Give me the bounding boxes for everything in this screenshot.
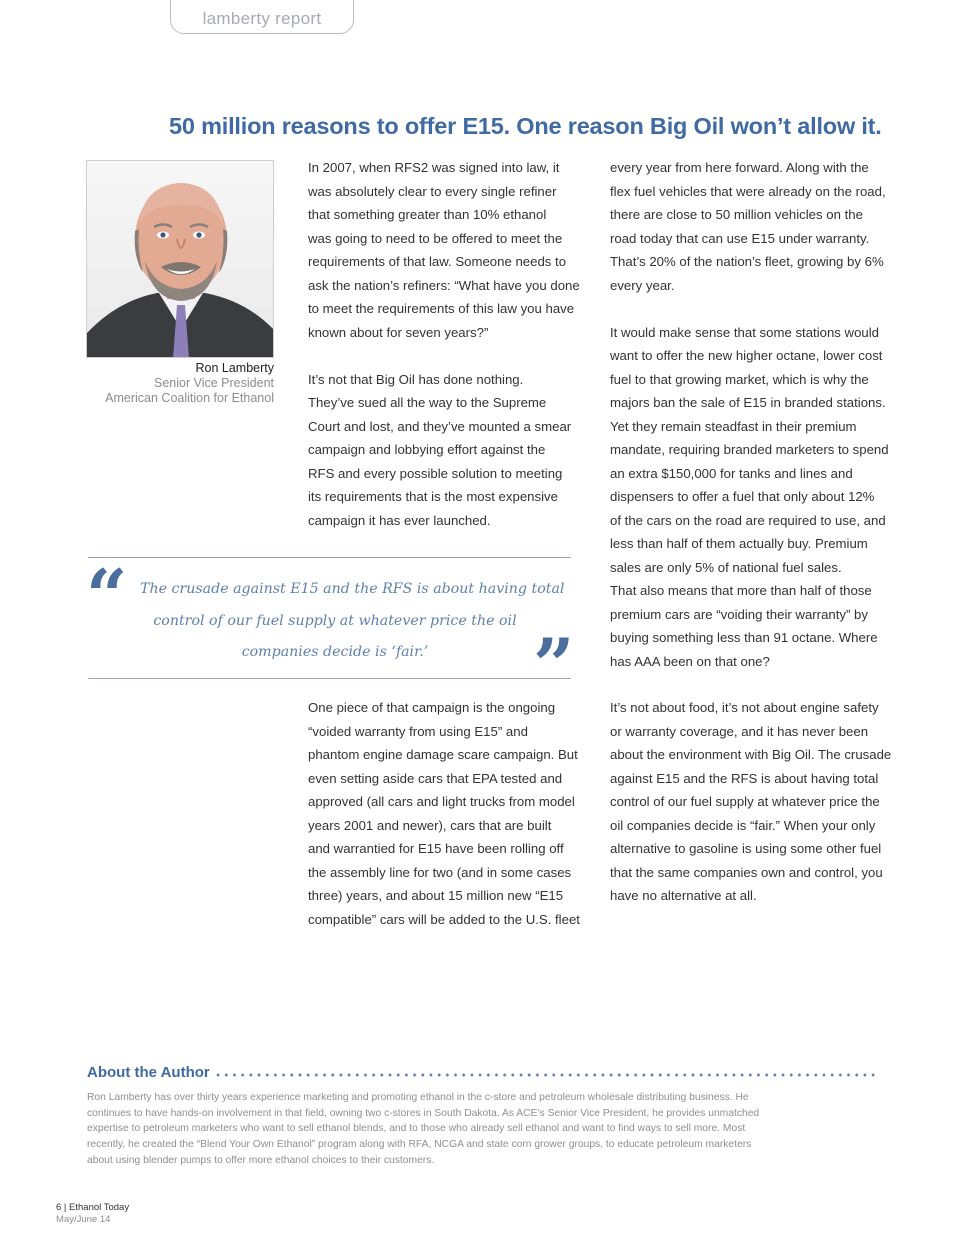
text-line: against E15 and the RFS is about having total — [610, 770, 879, 786]
page-number-publication: 6 | Ethanol Today — [56, 1202, 130, 1213]
about-line: Ron Lamberty has over thirty years experience marketing and promoting ethanol in the c-store and petroleum wholesale distributing business. He — [87, 1092, 749, 1103]
pull-quote — [140, 574, 565, 669]
text-line: want to offer the new higher octane, lower cost — [610, 348, 883, 363]
text-line: and warrantied for E15 have been rolling off — [308, 841, 564, 856]
article-headline: 50 million reasons to offer E15. One reason Big Oil won’t allow it. — [169, 113, 882, 139]
text-line: Yet they remain steadfast in their premium — [610, 418, 857, 434]
text-line: control of our fuel supply at whatever price the — [610, 794, 880, 809]
text-line: alternative to gasoline is using some other fuel — [610, 841, 882, 856]
section-tab — [170, 0, 354, 34]
issue-date: May/June 14 — [56, 1213, 111, 1225]
text-line: known about for seven years?” — [308, 324, 489, 340]
text-line: to meet the requirements of this law you have — [308, 301, 575, 316]
text-line: the assembly line for two (and in some cases — [308, 864, 572, 880]
article-column-b-bottom — [610, 696, 891, 908]
section-tab-label: lamberty report — [202, 9, 322, 28]
dotted-divider — [214, 1073, 877, 1077]
pull-quote-line: control of our fuel supply at whatever price the oil — [153, 612, 517, 629]
about-line: expertise to petroleum marketers who want to sell ethanol blends, and to those who already sell ethanol and want to find ways to sell more. Most — [87, 1123, 746, 1135]
text-line: years 2001 and newer), cars that are built — [308, 817, 552, 833]
author-name: Ron Lamberty — [195, 361, 274, 375]
text-line: has AAA been on that one? — [610, 653, 770, 669]
text-line: have no alternative at all. — [610, 888, 757, 903]
about-line: recently, he created the “Blend Your Own Ethanol” program along with RFA, NCGA and state corn grower groups, to educate petroleum marketers — [87, 1139, 752, 1151]
text-line: premium cars are “voiding their warranty” by — [610, 606, 868, 622]
about-author-heading: About the Author — [87, 1064, 210, 1081]
text-line: every year. — [610, 277, 675, 293]
text-line: three) years, and about 15 million new “E15 — [308, 888, 564, 903]
text-line: of the cars on the road are required to use, and — [610, 512, 886, 528]
author-title: Senior Vice President — [154, 376, 274, 390]
text-line: mandate, requiring branded marketers to spend — [610, 442, 889, 457]
text-line: “voided warranty from using E15” and — [308, 723, 528, 739]
text-line: even setting aside cars that EPA tested and — [308, 770, 563, 786]
text-line: dispensers to offer a fuel that only about 12% — [610, 489, 875, 504]
text-line: was going to need to be offered to meet the — [308, 230, 563, 246]
page-footer — [56, 1202, 129, 1225]
text-line: sales are only 5% of national fuel sales. — [610, 559, 842, 575]
paragraph-gap — [610, 297, 889, 321]
text-line: that something greater than 10% ethanol — [308, 207, 547, 222]
text-line: an extra $150,000 for tanks and lines and — [610, 465, 853, 481]
text-line: It would make sense that some stations would — [610, 324, 880, 340]
pull-quote-line: companies decide is ‘fair.’ — [241, 644, 429, 660]
open-quote-icon: “ — [86, 553, 128, 638]
text-line: that the same companies own and control, you — [610, 864, 883, 880]
text-line: campaign it has ever launched. — [308, 512, 491, 528]
about-line: about using blender pumps to offer more ethanol choices to their customers. — [87, 1154, 435, 1166]
text-line: every year from here forward. Along with the — [610, 160, 869, 175]
article-column-a-bottom — [308, 696, 580, 931]
text-line: or warranty coverage, and it has never been — [610, 723, 869, 739]
text-line: requirements of that law. Someone needs to — [308, 254, 567, 269]
text-line: less than half of them actually buy. Premium — [610, 536, 868, 551]
text-line: road today that can use E15 under warranty. — [610, 230, 870, 246]
text-line: RFS and every possible solution to meeting — [308, 465, 563, 481]
paragraph-gap — [308, 344, 580, 368]
text-line: Court and lost, and they’ve mounted a smear — [308, 418, 572, 434]
text-line: That also means that more than half of those — [610, 583, 872, 598]
text-line: They’ve sued all the way to the Supreme — [308, 395, 547, 410]
article-column-b-top — [610, 156, 889, 673]
pull-quote-top-rule — [88, 557, 571, 558]
text-line: flex fuel vehicles that were already on the road, — [610, 183, 886, 199]
text-line: buying something less than 91 octane. Where — [610, 630, 878, 645]
text-line: approved (all cars and light trucks from model — [308, 794, 575, 809]
about-author-body — [87, 1090, 877, 1169]
text-line: campaign and lobbying effort against the — [308, 442, 546, 457]
text-line: That’s 20% of the nation’s fleet, growing by 6% — [610, 254, 884, 269]
text-line: its requirements that is the most expensive — [308, 489, 558, 504]
text-line: ask the nation’s refiners: “What have you done — [308, 277, 580, 293]
text-line: One piece of that campaign is the ongoing — [308, 700, 556, 715]
text-line: fuel to that growing market, which is why the — [610, 371, 869, 387]
text-line: majors ban the sale of E15 in branded stations. — [610, 395, 886, 410]
text-line: was absolutely clear to every single refiner — [308, 183, 557, 199]
close-quote-icon: ” — [533, 622, 575, 707]
author-photo — [86, 160, 274, 358]
text-line: about the environment with Big Oil. The crusade — [610, 747, 892, 762]
text-line: phantom engine damage scare campaign. But — [308, 747, 578, 762]
pull-quote-bottom-rule — [88, 678, 571, 679]
text-line: there are close to 50 million vehicles on the — [610, 207, 863, 222]
text-line: It’s not about food, it’s not about engine safety — [610, 700, 879, 715]
text-line: oil companies decide is “fair.” When your only — [610, 817, 876, 833]
text-line: It’s not that Big Oil has done nothing. — [308, 371, 524, 387]
article-column-a-top — [308, 156, 580, 532]
pull-quote-line: The crusade against E15 and the RFS is about having total — [140, 581, 565, 597]
author-organization: American Coalition for Ethanol — [105, 391, 274, 405]
about-line: continues to have hands-on involvement in that field, owning two c-stores in South Dakota. As ACE’s Senior Vice President, he provides unmatched — [87, 1107, 760, 1119]
text-line: compatible” cars will be added to the U.S. fleet — [308, 911, 580, 927]
text-line: In 2007, when RFS2 was signed into law, it — [308, 160, 560, 175]
